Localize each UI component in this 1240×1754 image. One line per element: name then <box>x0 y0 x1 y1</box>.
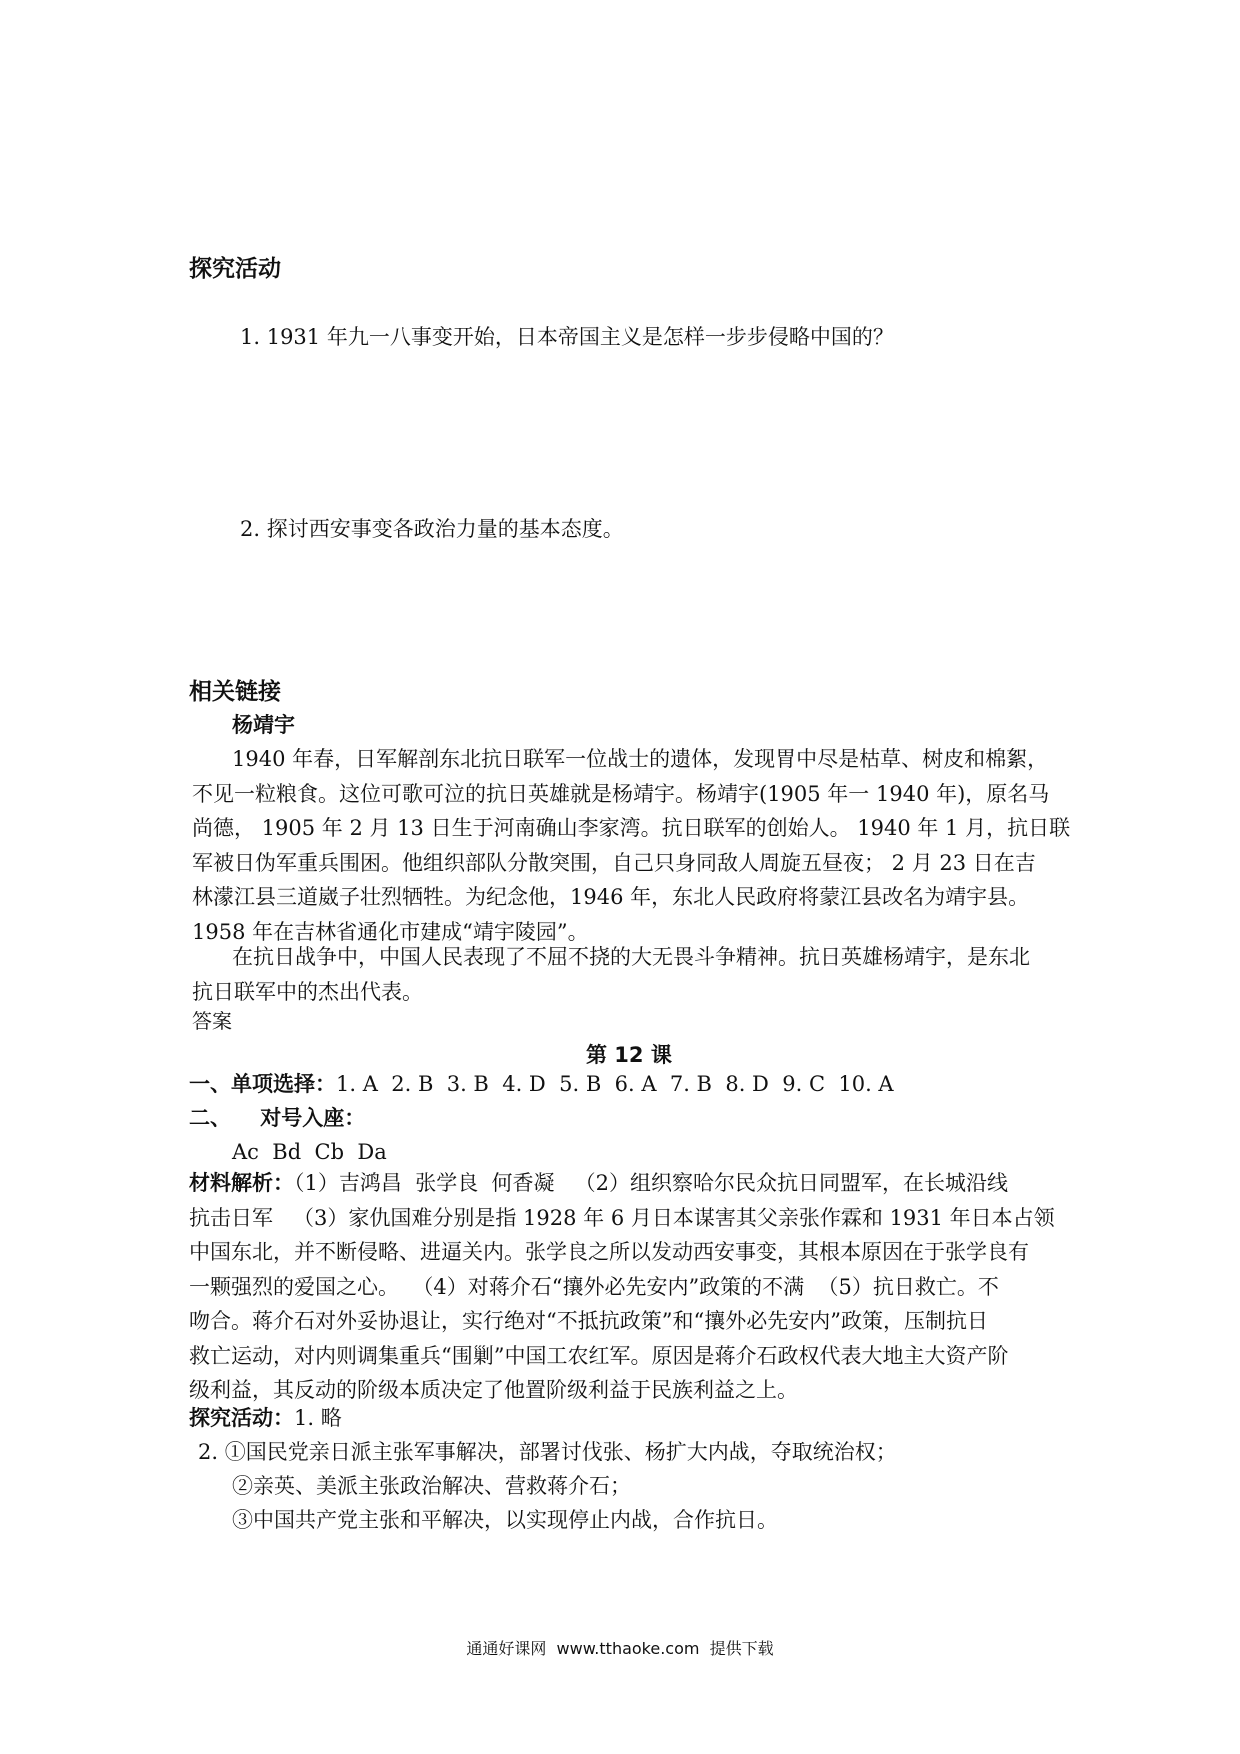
material-line: 级利益，其反动的阶级本质决定了他置阶级利益于民族利益之上。 <box>189 1378 798 1402</box>
explore-label: 探究活动： <box>189 1406 294 1430</box>
lesson-title: 第 12 课 <box>586 1043 672 1067</box>
material-line: 抗击日军 （3）家仇国难分别是指 1928 年 6 月日本谋害其父亲张作霖和 1931 年日本占领 <box>189 1205 1055 1230</box>
para-line: 1940 年春，日军解剖东北抗日联军一位战士的遗体，发现胃中尽是枯草、树皮和棉絮， <box>232 747 1049 771</box>
match-answers: Ac Bd Cb Da <box>232 1140 387 1164</box>
explore-answer-2-line: ③中国共产党主张和平解决，以实现停止内战，合作抗日。 <box>232 1508 778 1532</box>
match-label: 二、 对号入座： <box>189 1106 366 1130</box>
footer-text: 通通好课网 www.tthaoke.com 提供下载 <box>466 1639 774 1658</box>
section-title-explore: 探究活动 <box>189 256 281 282</box>
explore-answer-2-line: ②亲英、美派主张政治解决、营救蒋介石； <box>232 1474 631 1498</box>
para-line: 不见一粒粮食。这位可歌可泣的抗日英雄就是杨靖宇。杨靖宇(1905 年一 1940 年)，原名马 <box>192 781 1050 806</box>
material-line: 救亡运动，对内则调集重兵“围剿”中国工农红军。原因是蒋介石政权代表大地主大资产阶 <box>189 1343 1009 1368</box>
explore-answer-2-line: 2. ①国民党亲日派主张军事解决，部署讨伐张、杨扩大内战，夺取统治权； <box>198 1440 897 1464</box>
material-line: 吻合。蒋介石对外妥协退让，实行绝对“不抵抗政策”和“攘外必先安内”政策，压制抗日 <box>189 1309 988 1333</box>
material-analysis <box>189 1166 1069 1408</box>
explore-answer-1: 1. 略 <box>294 1406 342 1430</box>
multiple-choice-answers <box>189 1066 894 1102</box>
material-label: 材料解析： <box>189 1171 294 1195</box>
para-line: 林濛江县三道崴子壮烈牺牲。为纪念他，1946 年，东北人民政府将蒙江县改名为靖宇县。 <box>192 885 1030 909</box>
material-line: 中国东北，并不断侵略、进逼关内。张学良之所以发动西安事变，其根本原因在于张学良有 <box>189 1240 1029 1264</box>
explore-answers <box>189 1400 342 1436</box>
para-line: 在抗日战争中，中国人民表现了不屈不挠的大无畏斗争精神。抗日英雄杨靖宇，是东北 <box>232 945 1030 969</box>
biography-paragraph-2 <box>192 940 1072 1009</box>
para-line: 军被日伪军重兵围困。他组织部队分散突围，自己只身同敌人周旋五昼夜； 2 月 23 日在吉 <box>192 850 1036 875</box>
mc-values: 1. A 2. B 3. B 4. D 5. B 6. A 7. B 8. D 9. C 10. A <box>336 1072 894 1096</box>
biography-paragraph-1 <box>192 742 1072 949</box>
section-title-links: 相关链接 <box>189 679 281 705</box>
answers-label: 答案 <box>192 1009 232 1033</box>
mc-label: 一、单项选择： <box>189 1072 336 1096</box>
question-1: 1. 1931 年九一八事变开始，日本帝国主义是怎样一步步侵略中国的？ <box>240 325 894 349</box>
material-line: （1）吉鸿昌 张学良 何香凝 （2）组织察哈尔民众抗日同盟军，在长城沿线 <box>294 1171 1008 1195</box>
material-line: 一颗强烈的爱国之心。 （4）对蒋介石“攘外必先安内”政策的不满 （5）抗日救亡。不 <box>189 1274 999 1299</box>
para-line: 1958 年在吉林省通化市建成“靖宇陵园”。 <box>192 919 589 944</box>
subsection-title: 杨靖宇 <box>232 713 295 737</box>
para-line: 尚德， 1905 年 2 月 13 日生于河南确山李家湾。抗日联军的创始人。 1940 年 1 月，抗日联 <box>192 816 1071 840</box>
para-line: 抗日联军中的杰出代表。 <box>192 979 423 1004</box>
question-2: 2. 探讨西安事变各政治力量的基本态度。 <box>240 517 624 541</box>
